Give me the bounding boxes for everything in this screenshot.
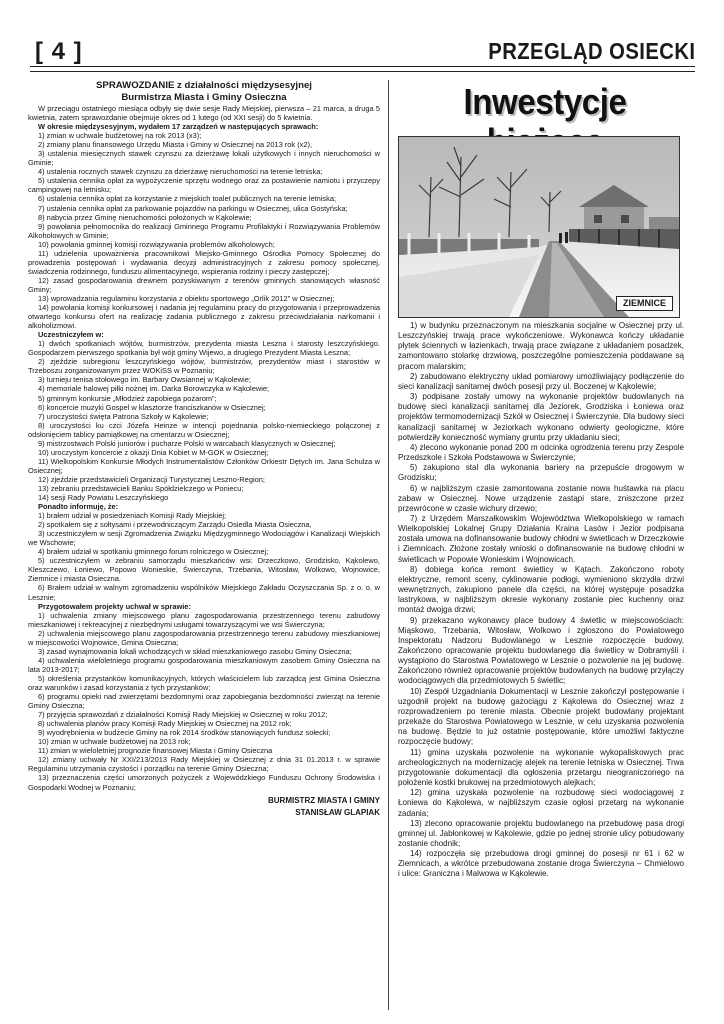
report-paragraph: 4) ustalenia rocznych stawek czynszu za dzierżawę nieruchomości na terenie letniska;	[38, 167, 323, 177]
report-paragraph: 7) ustalenia cennika opłat za parkowanie pojazdów na parkingu w Osiecznej, ulica Gostyńska;	[38, 203, 348, 213]
report-paragraph: 3) ustalenia miesięcznych stawek czynszu za dzierżawę lokali użytkowych i innych nieruchomości w Gminie;	[28, 149, 380, 168]
header-rule-thin	[30, 71, 695, 72]
investment-item: 4) zlecono wykonanie ponad 200 m odcinka ogrodzenia terenu przy Zespole Przedszkole i Szkoła Podstawowa w Świerczynie;	[398, 442, 684, 463]
report-paragraph: 6) Brałem udział w walnym zgromadzeniu wspólników Miejskiego Zakładu Oczyszczania Sp. z o. o. w Lesznie;	[28, 583, 380, 602]
report-article	[28, 80, 380, 819]
signature	[28, 795, 380, 819]
photo-caption: ZIEMNICE	[616, 296, 673, 311]
report-paragraph: 13) wprowadzania regulaminu korzystania z obiektu sportowego „Orlik 2012” w Osiecznej;	[38, 293, 335, 303]
report-paragraph: 3) turnieju tenisa stołowego im. Barbary Owsiannej w Kąkolewie;	[38, 375, 251, 385]
report-paragraph: 13) przeznaczenia części umorzonych pożyczek z Wojewódzkiego Funduszu Ochrony Środowiska i Gospodarki Wodnej w Poznaniu;	[28, 773, 380, 792]
report-paragraph: 4) memoriale halowej piłki nożnej im. Darka Borowczyka w Kąkolewie;	[38, 384, 270, 394]
report-paragraph: 6) programu opieki nad zwierzętami bezdomnymi oraz zapobiegania bezdomności zwierząt na terenie Gminy Osieczna;	[28, 692, 380, 711]
article-title	[28, 80, 380, 103]
report-paragraph: 14) powołania komisji konkursowej i nadania jej regulaminu pracy do przygotowania i przeprowadzenia otwartego konkursu ofert na realizację zadania publicznego z zakresu przeciwdziałania narkomanii i alkoholizmowi.	[28, 303, 380, 331]
signature-title: BURMISTRZ MIASTA I GMINY	[268, 795, 380, 805]
header-rule	[30, 66, 695, 67]
report-paragraph: 10) powołania gminnej komisji rozwiązywania problemów alkoholowych;	[38, 239, 275, 249]
report-paragraph: 10) uroczystym koncercie z okazji Dnia Kobiet w M-GOK w Osiecznej;	[38, 447, 269, 457]
masthead-title: PRZEGLĄD OSIECKI	[487, 38, 695, 64]
report-paragraph: 12) zmiany uchwały Nr XXI/213/2013 Rady Miejskiej w Osiecznej z dnia 31 01.2013 r. w sprawie Regulaminu utrzymania czystości i porządku na terenie Gminy Osieczna;	[28, 755, 380, 774]
investments-body	[398, 321, 684, 880]
investment-item: 3) podpisane zostały umowy na wykonanie projektów budowlanych na budowę sieci kanalizacji sanitarnej dla Jeziorek, Grodziska i Łoniewa oraz projektów termomodernizacji Szkół w Osiecznej i Świerczynie. Dla budowy sieci kanalizacji sanitarnej w Jeziorkach wykonano odwierty geologiczne, które potwierdziły konieczność wymiany gruntu przy układaniu sieci;	[398, 392, 684, 442]
report-paragraph: 5) ustalenia cennika opłat za wypożyczenie sprzętu wodnego oraz za postawienie namiotu i przyczepy campingowej na letnisku;	[28, 176, 380, 195]
report-paragraph: 9) powołania pełnomocnika do realizacji Gminnego Programu Profilaktyki i Rozwiązywania Problemów Alkoholowych w Gminie;	[28, 221, 380, 240]
section-heading: Uczestniczyłem w:	[38, 330, 104, 340]
report-paragraph: 9) wyodrębnienia w budżecie Gminy na rok 2014 środków stanowiących fundusz sołecki;	[38, 728, 331, 738]
report-paragraph: 2) spotkałem się z sołtysami i przewodniczącym Zarządu Osiedla Miasta Osieczna,	[38, 520, 312, 530]
report-paragraph: 8) uroczystości ku czci Józefa Heinze w intencji pojednania polsko-niemieckiego połączonej z odsłonięciem tablicy pamiątkowej na cmentarzu w Osiecznej;	[28, 420, 380, 439]
investment-item: 6) w najbliższym czasie zamontowana zostanie nowa huśtawka na placu zabaw w Osiecznej. Nowe urządzenie zastąpi stare, zniszczone przez przewrócone w czasie wichury drzewo;	[398, 483, 684, 513]
report-paragraph: 9) mistrzostwach Polski juniorów i pucharze Polski w warcabach klasycznych w Osiecznej;	[38, 438, 336, 448]
report-paragraph: 10) zmian w uchwale budżetowej na 2013 rok;	[38, 737, 191, 747]
report-paragraph: 2) zjeździe subregionu leszczyńskiego wójtów, burmistrzów, prezydentów miast i starostów w Trzeboszu zorganizowanym przez WOKiSS w Poznaniu;	[28, 357, 380, 376]
section-heading: Ponadto informuję, że:	[38, 502, 119, 512]
investment-item: 12) gmina uzyskała pozwolenie na rozbudowę sieci wodociągowej z Łoniewa do Kąkolewa, w najbliższym czasie ogłosi przetarg na wykonanie zadania;	[398, 788, 684, 818]
report-paragraph: 1) brałem udział w posiedzeniach Komisji Rady Miejskiej;	[38, 511, 227, 521]
section-headline: Inwestycje	[463, 81, 627, 122]
report-paragraph: 12) zasad gospodarowania drewnem pozyskiwanym z terenów gminnych stanowiących własność Gminy;	[28, 275, 380, 294]
report-paragraph: 1) uchwalenia zmiany miejscowego planu zagospodarowania przestrzennego terenu zabudowy mieszkaniowej i rekreacyjnej z niezbędnymi usługami towarzyszącymi we wsi Świerczyna;	[28, 610, 380, 629]
report-paragraph: 3) uczestniczyłem w sesji Zgromadzenia Związku Międzygminnego Wodociągów i Kanalizacji Wiejskich we Wschowie;	[28, 529, 380, 548]
page-number: [ 4 ]	[35, 38, 83, 65]
report-paragraph: W przeciągu ostatniego miesiąca odbyły się dwie sesje Rady Miejskiej, pierwsza – 21 marca, a druga 5 kwietnia, zatem sprawozdanie obejmuje okres od 1 lutego (od XXI sesji) do 5 kwietnia.	[28, 104, 380, 123]
section-heading: W okresie międzysesyjnym, wydałem 17 zarządzeń w następujących sprawach:	[38, 122, 319, 132]
report-paragraph: 11) Wielkopolskim Konkursie Młodych Instrumentalistów Członków Orkiestr Dętych im. Jana Schulza w Osiecznej;	[28, 456, 380, 475]
report-paragraph: 5) gminnym konkursie „Młodzież zapobiega pożarom”;	[38, 393, 217, 403]
photo-image	[399, 137, 679, 317]
investment-item: 13) zlecono opracowanie projektu budowlanego na przebudowę pasa drogi gminnej ul. Jabłonkowej w Kąkolewie, gdzie po jednej stronie ulicy pobudowany zostanie chodnik;	[398, 818, 684, 848]
report-paragraph: 13) zebraniu przedstawicieli Banku Spółdzielczego w Poniecu;	[38, 483, 244, 493]
photo-ziemnice	[398, 136, 680, 318]
report-paragraph: 4) brałem udział w spotkaniu gminnego forum rolniczego w Osiecznej;	[38, 547, 269, 557]
investment-item: 10) Zespół Uzgadniania Dokumentacji w Lesznie zakończył postępowanie i uzgodnił projekt na budowę gazociągu z Kąkolewa do Osiecznej wraz z rozprowadzeniem po terenie miasta. Obecnie projekt budowlany projektant przekaże do Starostwa Powiatowego w Lesznie, w celu uzyskania pozwolenia na budowę. Będzie to już ostatnie postępowanie, które umożliwi faktyczne rozpoczęcie budowy;	[398, 686, 684, 747]
report-paragraph: 1) zmian w uchwale budżetowej na rok 2013 (x3);	[38, 131, 202, 141]
investment-item: 5) zakupiono stal dla wykonania bariery na przepuście drogowym w Grodzisku;	[398, 463, 684, 483]
report-paragraph: 2) uchwalenia miejscowego planu zagospodarowania przestrzennego terenu zabudowy mieszkaniowej w miejscowości Wojnowice, Gmina Osieczna;	[28, 628, 380, 647]
report-paragraph: 4) uchwalenia wieloletniego programu gospodarowania mieszkaniowym zasobem Gminy Osieczna na lata 2013-2017;	[28, 655, 380, 674]
report-paragraph: 3) zasad wynajmowania lokali wchodzących w skład mieszkaniowego zasobu Gminy Osieczna;	[38, 646, 352, 656]
report-paragraph: 7) przyjęcia sprawozdań z działalności Komisji Rady Miejskiej w Osiecznej w roku 2012;	[38, 710, 328, 720]
report-paragraph: 8) nabycia przez Gminę nieruchomości położonych w Kąkolewie;	[38, 212, 252, 222]
investment-item: 7) z Urzędem Marszałkowskim Województwa Wielkopolskiego w ramach Wielkopolskiej Lokalnej Grupy Działania Kraina Lasów i Jezior podpisana została umowa na dofinansowanie budowy chłodni w świetlicach w Drzeczkowie i Ziemnicach. Złożone zostały wnioski o dofinansowanie na budowę chłodni w świetlicach w Popowie Wonieskim i Wojnowicach.	[398, 513, 684, 564]
article-title-line: SPRAWOZDANIE z działalności międzysesyjnej	[96, 80, 312, 91]
report-paragraph: 6) koncercie muzyki Gospel w klasztorze franciszkanów w Osiecznej;	[38, 402, 266, 412]
investments-article	[398, 321, 684, 880]
column-divider	[388, 80, 389, 1010]
investment-item: 9) przekazano wykonawcy place budowy 4 świetlic w miejscowościach: Miąskowo, Trzebania, Witosław, Wolkowo i zgłoszono do Powiatowego Inspektoratu Nadzoru Budowlanego w Lesznie rozpoczęcie budowy. Zakończono opracowanie projektu budowlanego dla świetlicy w Dobramyśli i wystąpiono do Starostwa Powiatowego w Lesznie o pozwolenie na jej budowę. Zakończono również opracowanie projektów budowlanych na budowę przyłączy wodociągowych dla przedmiotowych 5 świetlic;	[398, 615, 684, 686]
section-heading: Przygotowałem projekty uchwał w sprawie:	[38, 601, 191, 611]
investment-item: 14) rozpoczęła się przebudowa drogi gminnej do posesji nr 61 i 62 w Ziemnicach, a wkrótce przebudowana zostanie droga Świerczyna – Chmielowo i ulice: Graniczna i Malwowa w Kąkolewie.	[398, 849, 684, 879]
investment-item: 11) gmina uzyskała pozwolenie na wykonanie wykopaliskowych prac archeologicznych na modernizację alejek na terenie letniska w Osiecznej. Trwa przygotowanie dokumentacji dla ogłoszenia przetargu nieograniczonego na położenie kostki brukowej na przedmiotowych alejkach;	[398, 747, 684, 788]
page-header	[30, 38, 695, 68]
article-body	[28, 104, 380, 792]
investment-item: 8) dobiega końca remont świetlicy w Kątach. Zakończono roboty elektryczne, remont sceny, cyklinowanie podłogi, wymieniono skrzydła drzwi wewnętrznych, zakupiono panele dla części, na której występuje posadzka lastrykowa, w najbliższym okresie wykonany zostanie piec kuchenny oraz montaż dwojga drzwi;	[398, 564, 684, 615]
report-paragraph: 12) zjeździe przedstawicieli Organizacji Turystycznej Leszno-Region;	[38, 474, 265, 484]
article-title-line: Burmistrza Miasta i Gminy Osieczna	[121, 91, 287, 103]
report-paragraph: 5) uczestniczyłem w zebraniu samorządu mieszkańców wsi: Drzeczkowo, Grodzisko, Kąkolewo, Kleszczewo, Łoniewo, Popowo Wonieskie, Świerczyna, Trzebania, Witosław, Wolkowo, Wojnowice, Ziemnice i miasta Osieczna.	[28, 556, 380, 584]
report-paragraph: 11) zmian w wieloletniej prognozie finansowej Miasta i Gminy Osieczna	[38, 746, 273, 756]
investment-item: 2) zabudowano elektryczny układ pomiarowy umożliwiający podłączenie do sieci kanalizacji sanitarnej dwóch posesji przy ul. Boczenej w Kąkolewie;	[398, 371, 684, 391]
report-paragraph: 5) określenia przystanków komunikacyjnych, których właścicielem lub zarządcą jest Gmina Osieczna oraz warunków i zasad korzystania z tych przystanków;	[28, 673, 380, 692]
report-paragraph: 11) udzielenia upoważnienia pracownikowi Miejsko-Gminnego Ośrodka Pomocy Społecznej do prowadzenia postępowań i wydawania decyzji administracyjnych z zakresu pomocy społecznej, świadczenia rodzinnego, funduszu alimentacyjnego, wspierania rodziny i pieczy zastępczej;	[28, 248, 380, 276]
report-paragraph: 7) uroczystości święta Patrona Szkoły w Kąkolewie;	[38, 411, 209, 421]
report-paragraph: 1) dwóch spotkaniach wójtów, burmistrzów, prezydenta miasta Leszna i starosty leszczyńskiego. Gospodarzem pierwszego spotkania był wójt gminy Wijewo, a drugiego Prezydent Miasta Leszna;	[28, 339, 380, 358]
report-paragraph: 14) sesji Rady Powiatu Leszczyńskiego	[38, 493, 169, 503]
signature-name: STANISŁAW GLAPIAK	[295, 807, 380, 817]
report-paragraph: 8) uchwalenia planów pracy Komisji Rady Miejskiej w Osiecznej na 2012 rok;	[38, 719, 292, 729]
report-paragraph: 6) ustalenia cennika opłat za korzystanie z miejskich toalet publicznych na terenie letniska;	[38, 194, 337, 204]
report-paragraph: 2) zmiany planu finansowego Urzędu Miasta i Gminy w Osiecznej na 2013 rok (x2),	[38, 140, 313, 150]
investment-item: 1) w budynku przeznaczonym na mieszkania socjalne w Osiecznej przy ul. Leszczyńskiej trwają prace wykończeniowe. Wykonawca kończy układanie płytek ściennych w łazienkach, trwają prace związane z układaniem posadzek, zamontowano stolarkę drzwiową, poszczególne pomieszczenia poddawane są pracom malarskim;	[398, 321, 684, 371]
